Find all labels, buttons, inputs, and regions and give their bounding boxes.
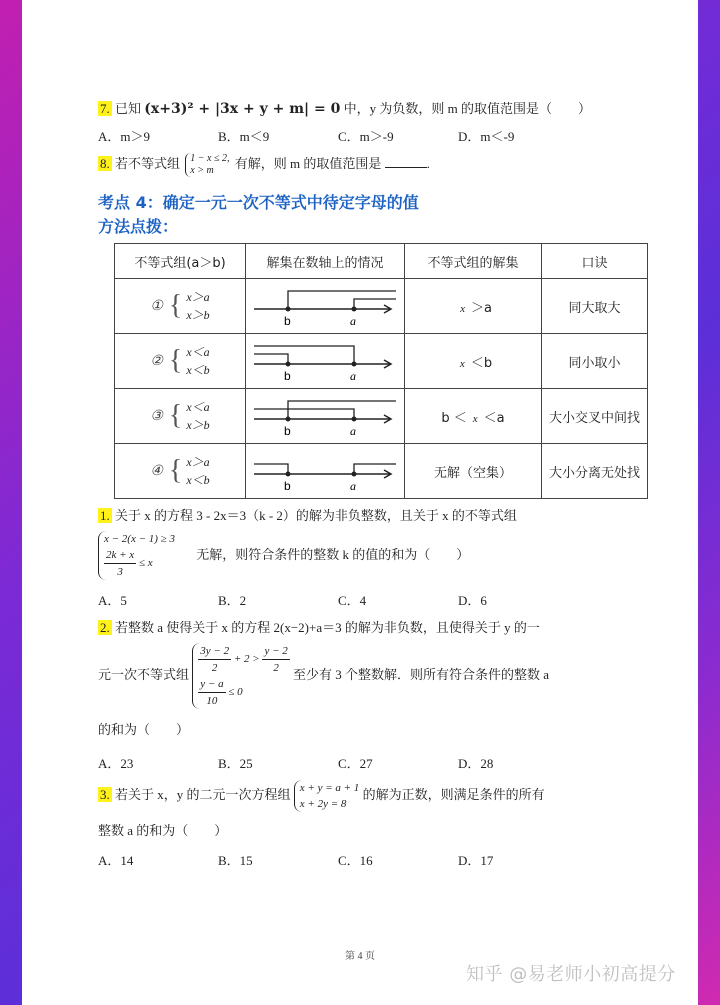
option-d: D．m＜-9 [458,129,515,144]
question-3 [98,780,618,812]
question-text: 若整数 a 使得关于 x 的方程 2(x−2)+a＝3 的解为非负数，且使得关于 y 的一 [115,620,540,636]
question-text: 中，y 为负数，则 m 的取值范围是（ ） [343,101,591,116]
section-heading [98,191,618,239]
rule-cell: 大小分离无处找 [542,444,648,499]
solution-cell: 无解（空集） [405,444,542,499]
option-c: C．27 [338,756,373,772]
inequality-system: ② { x＜a x＜b [150,345,210,378]
inequality-system: $\frac{3y - 2}{2}$ + 2 > $\frac{y - 2}{2}$ $\frac{y - a}{10}$ ≤ 0 [192,643,289,709]
inequality-system: ③ { x＜a x＞b [150,400,210,433]
options-q7 [98,126,618,145]
question-1 [98,505,618,527]
question-text: 若不等式组 [115,156,181,171]
label-b: b [284,369,291,383]
watermark: 知乎 @易老师小初高提分 [466,964,676,985]
rule-cell: 大小交叉中间找 [542,389,648,444]
question-text: 已知 [115,101,142,116]
label-a: a [350,369,356,383]
question-number: 7. [100,101,110,116]
question-text: 有解，则 m 的取值范围是 [234,156,382,171]
option-b: B．2 [218,593,247,609]
question-2 [98,617,618,639]
solution-cell: x ＞a [405,279,542,334]
table-row [115,334,648,389]
inequality-system: ④ { x＞a x＜b [150,455,210,488]
question-number: 3. [100,787,110,802]
label-a: a [350,424,356,438]
label-b: b [284,424,291,438]
question-7 [98,98,618,120]
options-q2 [98,753,618,772]
option-d: D．28 [458,756,494,772]
section-title: 考点 4：确定一元一次不等式中待定字母的值 [98,193,419,213]
option-b: B．25 [218,756,253,772]
option-a: A．14 [98,853,134,869]
table-row [115,279,648,334]
table-header-row [115,244,648,279]
question-8: 8. 若不等式组 1 − x ≤ 2, x > m 有解，则 m 的取值范围是 . [100,153,430,177]
question-2-system-line: 元一次不等式组 $\frac{3y - 2}{2}$ + 2 > $\frac{y - 2}{2}$ $\frac{y - a}{10}$ ≤ 0 至少有 3 个整数解．则所有符合条件的整数 a [98,645,550,708]
document-content [98,98,640,877]
rule-cell: 同大取大 [542,279,648,334]
section-subtitle: 方法点拨： [98,217,179,237]
option-c: C．m＞-9 [338,129,394,144]
option-d: D．17 [458,853,494,869]
table-header: 不等式组(a＞b) [115,244,246,279]
question-text: 无解，则符合条件的整数 k 的值的和为（ ） [196,546,470,562]
option-a: A．5 [98,593,127,609]
options-q1 [98,590,618,609]
question-text: 整数 a 的和为（ ） [98,823,228,839]
inequality-system: x − 2(x − 1) ≥ 3 $\frac{2k + x}{3}$ ≤ x [98,531,175,580]
inequality-system: 1 − x ≤ 2, x > m [185,153,229,177]
equation-system: x + y = a + 1 x + 2y = 8 [294,780,360,812]
table-row [115,389,648,444]
option-b: B．m＜9 [218,129,270,144]
solution-cell: b ＜ x ＜a [405,389,542,444]
question-text: 的和为（ ） [98,722,190,738]
option-c: C．4 [338,593,367,609]
option-a: A．m＞9 [98,129,151,144]
label-b: b [284,479,291,493]
number-line-diagram [250,336,400,382]
number-line-diagram [250,281,400,327]
question-text: 若关于 x，y 的二元一次方程组 [115,787,291,802]
answer-blank[interactable] [385,167,427,168]
inequality-system: ① { x＞a x＞b [150,290,210,323]
question-number: 8. [100,156,110,171]
method-table [114,243,648,499]
options-q3 [98,850,618,869]
question-text: 的解为正数，则满足条件的所有 [362,787,545,802]
question-number: 1. [100,508,110,524]
option-d: D．6 [458,593,487,609]
question-text: 至少有 3 个整数解．则所有符合条件的整数 a [293,667,550,682]
label-b: b [284,314,291,328]
label-a: a [350,479,356,493]
solution-cell: x ＜b [405,334,542,389]
table-header: 不等式组的解集 [405,244,542,279]
question-number: 2. [100,620,110,636]
option-a: A．23 [98,756,134,772]
page-number: 第 4 页 [345,951,375,962]
rule-cell: 同小取小 [542,334,648,389]
number-line-diagram [250,446,400,492]
table-row [115,444,648,499]
label-a: a [350,314,356,328]
number-line-diagram [250,391,400,437]
option-c: C．16 [338,853,373,869]
table-header: 解集在数轴上的情况 [246,244,405,279]
question-text: 关于 x 的方程 3 - 2x＝3（k - 2）的解为非负整数，且关于 x 的不等式组 [115,508,517,524]
question-1-system-line [98,531,618,580]
option-b: B．15 [218,853,253,869]
math-expression: (x+3)² + |3x + y + m| = 0 [144,101,341,117]
table-header: 口诀 [542,244,648,279]
